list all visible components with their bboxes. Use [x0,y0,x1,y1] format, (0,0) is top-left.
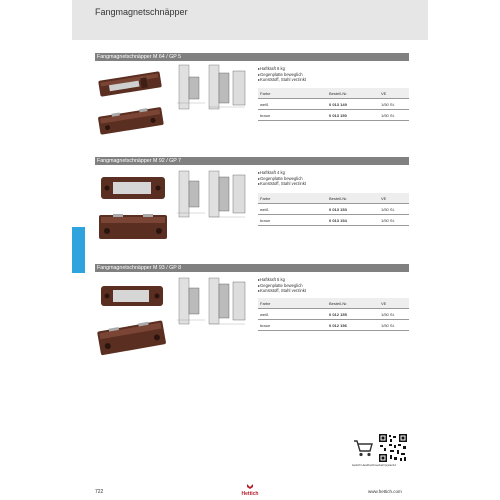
feature-item: ▸ Haftkraft 5 kg [258,277,306,283]
cell-order-no[interactable]: 0 012 155 [327,309,379,320]
column-header-unit: VE [379,88,409,99]
cell-order-no[interactable]: 0 013 150 [327,110,379,121]
table-row [258,110,409,121]
column-header-color: Farbe [258,298,327,309]
column-header-color: Farbe [258,193,327,204]
table-row [258,204,409,215]
product-image [95,171,170,251]
table-header-row [258,298,409,309]
product-image [95,280,170,365]
cell-order-no[interactable]: 0 013 153 [327,204,379,215]
technical-drawing [175,63,255,113]
feature-item: ▸ Gegenplatte beweglich [258,176,306,182]
page-number: 722 [95,489,104,495]
section-title: Fangmagnetschnäpper M 92 / GP 7 [95,157,409,165]
cell-color: weiß [258,99,327,110]
feature-item: ▸ Haftkraft 6 kg [258,66,306,72]
variant-table [258,193,409,226]
feature-item: ▸ Kunststoff, Stahl verzinkt [258,77,306,83]
hettich-logo [236,484,264,496]
website-link[interactable]: www.hettich.com [368,489,402,494]
page-title: Fangmagnetschnäpper [95,7,188,17]
feature-item: ▸ Gegenplatte beweglich [258,283,306,289]
feature-item: ▸ Haftkraft 4 kg [258,170,306,176]
svg-text:Hettich: Hettich [241,491,259,496]
cell-unit: 1/50 St. [379,204,409,215]
variant-table [258,88,409,121]
technical-drawing [175,169,255,221]
header-band [72,0,428,40]
table-row [258,320,409,331]
cell-color: weiß [258,309,327,320]
chapter-tab[interactable] [72,227,85,273]
column-header-order-no: Bestell-Nr. [327,88,379,99]
cell-order-no[interactable]: 0 013 154 [327,215,379,226]
cell-order-no[interactable]: 0 012 156 [327,320,379,331]
column-header-unit: VE [379,193,409,204]
column-header-order-no: Bestell-Nr. [327,298,379,309]
column-header-color: Farbe [258,88,327,99]
feature-item: ▸ Kunststoff, Stahl verzinkt [258,288,306,294]
product-image [95,64,170,142]
product-section-3 [95,264,409,374]
qr-area [352,433,410,468]
feature-list [258,277,306,294]
section-title: Fangmagnetschnäpper M 93 / GP 8 [95,264,409,272]
section-title: Fangmagnetschnäpper M 64 / GP 5 [95,53,409,61]
table-row [258,309,409,320]
table-row [258,215,409,226]
cell-unit: 1/50 St. [379,99,409,110]
table-header-row [258,88,409,99]
product-section-2 [95,157,409,252]
cell-unit: 1/50 St. [379,309,409,320]
column-header-unit: VE [379,298,409,309]
qr-caption: Hettich Handbuchsverkehr(e)ste/12 [352,463,396,467]
column-header-order-no: Bestell-Nr. [327,193,379,204]
technical-drawing [175,276,255,328]
feature-list [258,66,306,83]
cell-unit: 1/50 St. [379,110,409,121]
cell-unit: 1/50 St. [379,215,409,226]
table-row [258,99,409,110]
cell-color: braun [258,110,327,121]
cell-color: braun [258,320,327,331]
cell-color: weiß [258,204,327,215]
feature-item: ▸ Kunststoff, Stahl verzinkt [258,181,306,187]
table-header-row [258,193,409,204]
shopping-cart-icon[interactable] [352,437,374,459]
feature-list [258,170,306,187]
qr-code-icon[interactable] [378,433,408,463]
feature-item: ▸ Gegenplatte beweglich [258,72,306,78]
product-section-1 [95,53,409,148]
cell-color: braun [258,215,327,226]
variant-table [258,298,409,331]
cell-order-no[interactable]: 0 013 149 [327,99,379,110]
cell-unit: 1/50 St. [379,320,409,331]
